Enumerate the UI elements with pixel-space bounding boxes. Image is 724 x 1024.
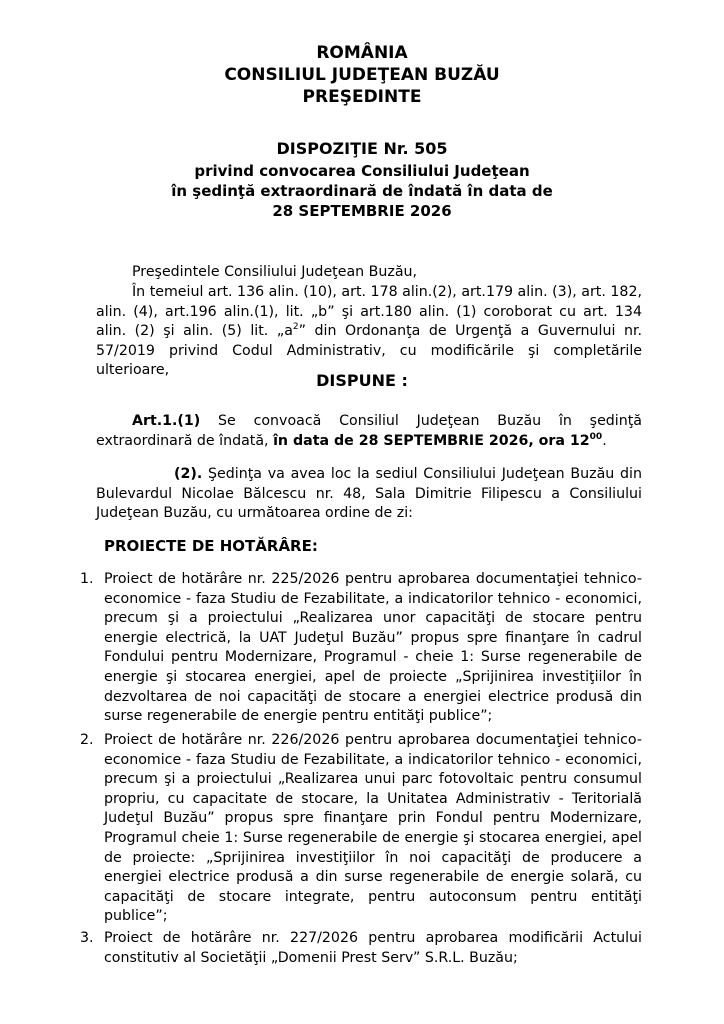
- agenda-item-text: Proiect de hotărâre nr. 225/2026 pentru aprobarea documentaţiei tehnico- economice - faza Studiu de Fezabilitate, a indicatorilor tehnico - economici, precum şi a proiectului „Realizarea unor capacităţi de stocare pentru energie electrică, la UAT Judeţul Buzău” propus spre finanţare în cadrul Fondului pentru Modernizare, Programul - cheie 1: Surse regenerabile de energie şi stocarea energiei, apel de proiecte „Sprijinirea investiţiilor în dezvoltarea de noi capacităţi de stocare a energiei electrice produsă din surse regenerabile de energie pentru entităţi publice”;: [104, 571, 642, 725]
- agenda-item: [80, 731, 642, 927]
- agenda-item-number: 2.: [80, 732, 94, 748]
- agenda-item-text: Proiect de hotărâre nr. 226/2026 pentru aprobarea documentaţiei tehnico- economice - faza Studiu de Fezabilitate, a indicatorilor tehnico - economici, precum şi a proiectului „Realizarea unui parc fotovoltaic pentru consumul propriu, cu capacitate de stocare, la Unitatea Administrativ - Teritorială Judeţul Buzău” propus spre finanţare prin Fondul pentru Modernizare, Programul cheie 1: Surse regenerabile de energie şi stocarea energiei, apel de proiecte: „Sprijinirea investiţiilor în noi capacităţi de producere a energiei electrice produsă a din surse regenerabile de energie solară, cu capacităţi de stocare integrate, pentru autoconsum pentru entităţi publice”;: [104, 732, 642, 925]
- agenda-item-text: Proiect de hotărâre nr. 227/2026 pentru aprobarea modificării Actului constitutiv al Societăţii „Domenii Prest Serv” S.R.L. Buzău;: [104, 930, 642, 966]
- article-1-paragraph-1: Art.1.(1) Se convoacă Consiliul Judeţean Buzău în şedinţă extraordinară de îndată, în data de 28 SEPTEMBRIE 2026, ora $12^{00}$.: [96, 413, 642, 449]
- agenda-item-number: 3.: [80, 930, 94, 946]
- title-subject-line-1: privind convocarea Consiliului Judeţean: [194, 162, 530, 180]
- agenda-item: [80, 929, 642, 968]
- title-subject-line-2: în şedinţă extraordinară de îndată în data de: [171, 182, 553, 200]
- document-title: DISPOZIŢIE Nr. 505: [276, 139, 448, 158]
- dispune-heading: DISPUNE :: [316, 371, 408, 390]
- header-office: PREŞEDINTE: [302, 87, 422, 107]
- preamble-legal-basis: În temeiul art. 136 alin. (10), art. 178 alin.(2), art.179 alin. (3), art. 182, alin. (4), art.196 alin.(1), lit. „b” şi art.180 alin. (1) coroborat cu art. 134 alin. (2) şi alin. (5) lit. $„a^2$” din Ordonanţa de Urgenţă a Guvernului nr. 57/2019 privind Codul Administrativ, cu modificările şi completările ulterioare,: [96, 284, 642, 379]
- section-heading: PROIECTE DE HOTĂRÂRE:: [104, 537, 318, 555]
- title-date: 28 SEPTEMBRIE 2026: [272, 202, 452, 220]
- header-country: ROMÂNIA: [316, 43, 408, 63]
- agenda-item: [80, 570, 642, 727]
- agenda-item-number: 1.: [80, 571, 94, 587]
- header-institution: CONSILIUL JUDEŢEAN BUZĂU: [224, 65, 500, 85]
- article-1-paragraph-2: (2). Şedinţa va avea loc la sediul Consiliului Judeţean Buzău din Bulevardul Nicolae Bălcescu nr. 48, Sala Dimitrie Filipescu a Consiliului Judeţean Buzău, cu următoarea ordine de zi:: [96, 466, 642, 522]
- preamble-addressee: Preşedintele Consiliului Judeţean Buzău,: [132, 264, 418, 280]
